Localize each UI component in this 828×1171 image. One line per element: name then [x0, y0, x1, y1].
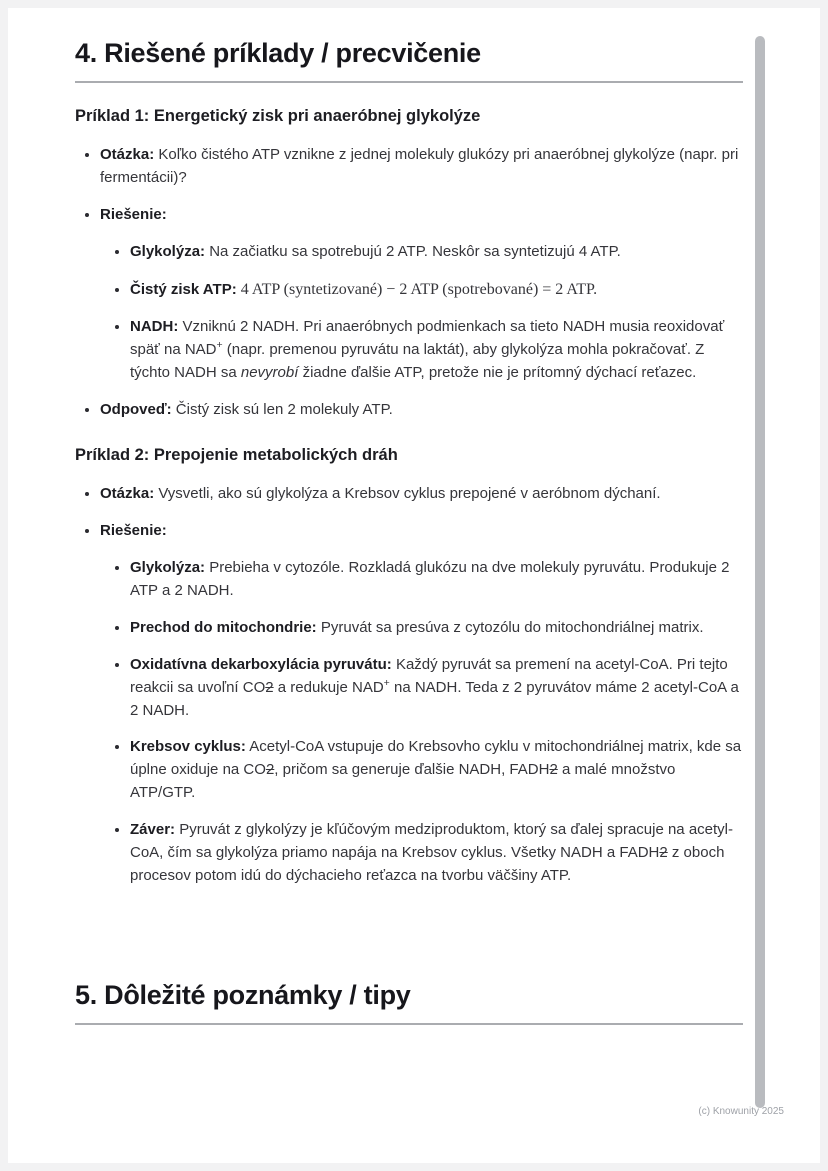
bullet-glykolyza-2: [130, 557, 743, 603]
krebsov-text-3: a malé množstvo ATP/GTP.: [130, 761, 676, 802]
krebsov-text-1: Acetyl-CoA vstupuje do Krebsovho cyklu v mitochondriálnej matrix, kde sa úplne oxiduje na CO: [130, 738, 742, 779]
riesenie-1-sublist: [100, 241, 743, 385]
bullet-riesenie-2: [100, 520, 743, 888]
section-5-divider: [75, 1023, 743, 1025]
bullet-glykolyza-1: [130, 241, 743, 264]
otazka-1-text: Koľko čistého ATP vznikne z jednej molekuly glukózy pri anaeróbnej glykolýze (napr. pri fermentácii)?: [100, 146, 739, 186]
nadh-label: NADH:: [130, 318, 179, 336]
section-5-heading: 5. Dôležité poznámky / tipy: [75, 980, 411, 1011]
glykolyza-2-label: Glykolýza:: [130, 558, 206, 576]
footer-credit: (c) Knowunity 2025: [698, 1106, 784, 1117]
cisty-zisk-label: Čistý zisk ATP:: [130, 280, 237, 298]
fadh2-subscript-2: 2: [659, 844, 668, 862]
otazka-2-label: Otázka:: [100, 484, 155, 502]
bullet-nadh: [130, 316, 743, 385]
oxidativna-text-2: a redukuje NAD: [273, 678, 384, 696]
bullet-riesenie-1: [100, 204, 743, 385]
prechod-text: Pyruvát sa presúva z cytozólu do mitochondriálnej matrix.: [316, 618, 704, 636]
bullet-prechod: [130, 617, 743, 640]
example-1-list: [75, 144, 743, 422]
bullet-otazka-2: [100, 483, 743, 506]
bullet-zaver: [130, 819, 743, 888]
glykolyza-1-text: Na začiatku sa spotrebujú 2 ATP. Neskôr sa syntetizujú 4 ATP.: [205, 242, 621, 260]
nadh-text-3: žiadne ďalšie ATP, pretože nie je prítomný dýchací reťazec.: [298, 364, 697, 382]
scrollbar-track[interactable]: [754, 0, 766, 1171]
nad-plus-superscript: +: [216, 339, 223, 352]
riesenie-2-sublist: [100, 557, 743, 888]
nadh-text-2: (napr. premenou pyruvátu na laktát), aby glykolýza mohla pokračovať. Z týchto NADH sa: [130, 341, 705, 382]
zaver-text-2: z oboch procesov potom idú do dýchacieho reťazca na tvorbu väčšiny ATP.: [130, 844, 725, 885]
bullet-otazka-1: [100, 144, 743, 190]
section-4-divider: [75, 81, 743, 83]
scrollbar-thumb[interactable]: [755, 36, 765, 1108]
co2-subscript-2: 2: [265, 761, 275, 779]
zaver-text-1: Pyruvát z glykolýzy je kľúčovým medziproduktom, ktorý sa ďalej spracuje na acetyl-CoA, čím sa glykolýza priamo napája na Krebsov cyklus. Všetky NADH a FADH: [130, 821, 733, 862]
oxidativna-text-3: na NADH. Teda z 2 pyruvátov máme 2 acetyl-CoA a 2 NADH.: [130, 678, 739, 719]
document-page: [8, 8, 820, 1163]
krebsov-text-2: , pričom sa generuje ďalšie NADH, FADH: [274, 761, 550, 779]
riesenie-2-label: Riešenie:: [100, 521, 167, 539]
bullet-cisty-zisk: [130, 278, 743, 302]
oxidativna-text-1: Každý pyruvát sa premení na acetyl-CoA. Pri tejto reakcii sa uvoľní CO: [130, 655, 728, 696]
cisty-zisk-formula: 4 ATP (syntetizované) − 2 ATP (spotrebované) = 2 ATP.: [236, 280, 598, 298]
odpoved-label: Odpoveď:: [100, 401, 172, 419]
fadh2-subscript: 2: [549, 761, 558, 779]
nadh-text-1: Vzniknú 2 NADH. Pri anaeróbnych podmienkach sa tieto NADH musia reoxidovať späť na NAD: [130, 318, 725, 359]
section-4-heading: 4. Riešené príklady / precvičenie: [75, 38, 481, 68]
bullet-oxidativna: [130, 654, 743, 723]
otazka-1-label: Otázka:: [100, 146, 155, 163]
glykolyza-1-label: Glykolýza:: [130, 242, 206, 260]
otazka-2-text: Vysvetli, ako sú glykolýza a Krebsov cyklus prepojené v aeróbnom dýchaní.: [154, 484, 661, 502]
nad-plus-superscript-2: +: [383, 676, 390, 689]
krebsov-label: Krebsov cyklus:: [130, 738, 246, 756]
bullet-odpoved: [100, 399, 743, 422]
prechod-label: Prechod do mitochondrie:: [130, 618, 317, 636]
co2-subscript: 2: [265, 678, 274, 696]
oxidativna-label: Oxidatívna dekarboxylácia pyruvátu:: [130, 655, 392, 673]
example-2-heading: Príklad 2: Prepojenie metabolických dráh: [75, 445, 398, 464]
odpoved-text: Čistý zisk sú len 2 molekuly ATP.: [171, 401, 393, 419]
zaver-label: Záver:: [130, 821, 176, 839]
example-1-heading: Príklad 1: Energetický zisk pri anaeróbnej glykolýze: [75, 107, 481, 125]
example-2-list: [75, 483, 743, 888]
bullet-krebsov: [130, 736, 743, 805]
glykolyza-2-text: Prebieha v cytozóle. Rozkladá glukózu na dve molekuly pyruvátu. Produkuje 2 ATP a 2 NADH.: [130, 558, 730, 599]
riesenie-1-label: Riešenie:: [100, 205, 167, 223]
nadh-italic: nevyrobí: [240, 364, 299, 382]
